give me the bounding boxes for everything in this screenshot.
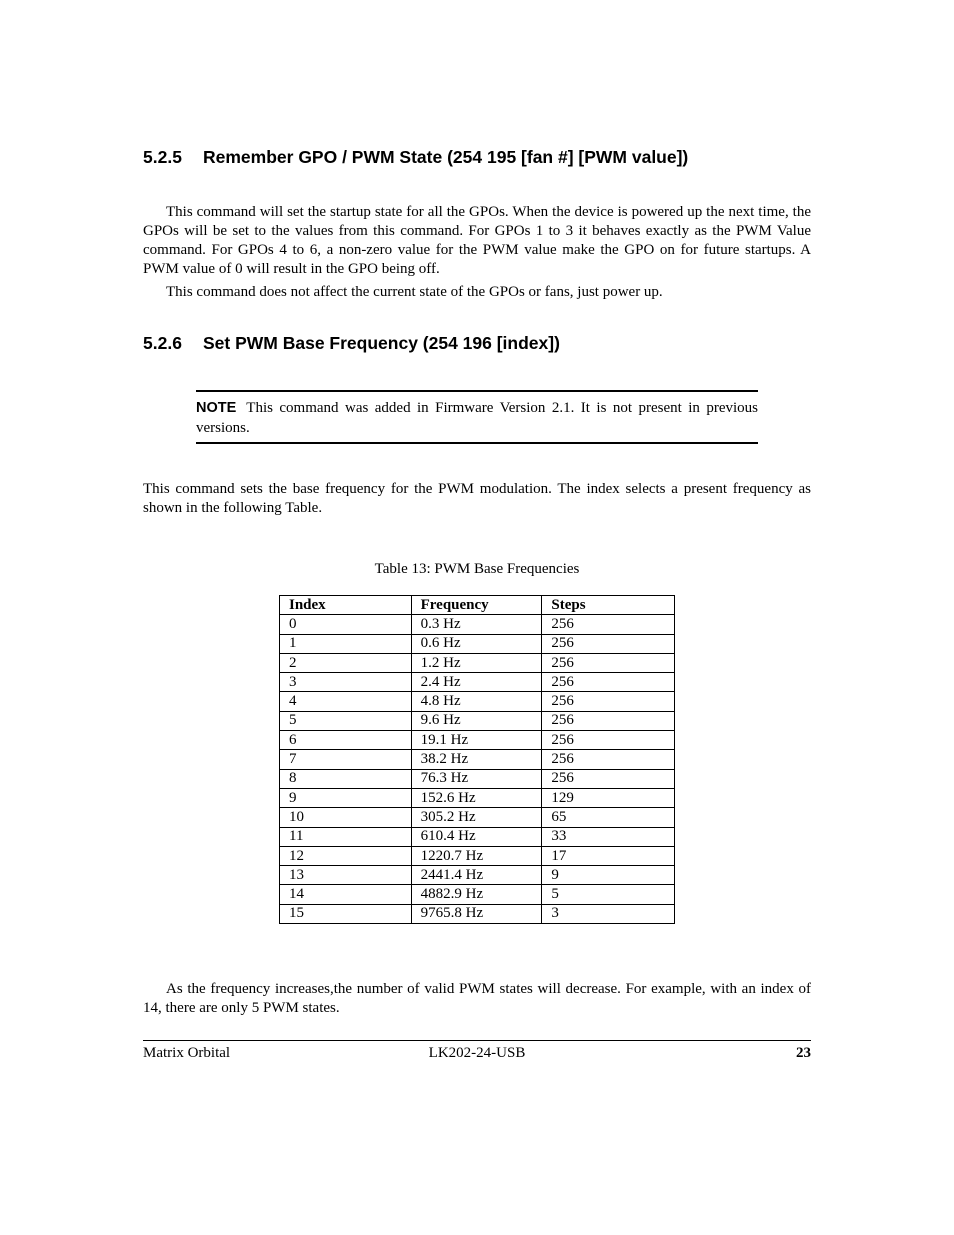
cell-frequency: 4.8 Hz bbox=[411, 692, 542, 711]
paragraph-closing: As the frequency increases,the number of valid PWM states will decrease. For example, with an index of 14, there are only 5 PWM states. bbox=[143, 981, 811, 1016]
cell-index: 13 bbox=[280, 866, 412, 885]
table-row bbox=[280, 692, 675, 711]
table-header-row bbox=[280, 596, 675, 615]
table-row bbox=[280, 731, 675, 750]
table-row bbox=[280, 615, 675, 634]
cell-frequency: 9.6 Hz bbox=[411, 711, 542, 730]
cell-steps: 256 bbox=[542, 750, 675, 769]
cell-frequency: 9765.8 Hz bbox=[411, 904, 542, 923]
cell-frequency: 305.2 Hz bbox=[411, 808, 542, 827]
table-row bbox=[280, 808, 675, 827]
cell-index: 1 bbox=[280, 634, 412, 653]
cell-steps: 256 bbox=[542, 653, 675, 672]
cell-steps: 65 bbox=[542, 808, 675, 827]
cell-frequency: 76.3 Hz bbox=[411, 769, 542, 788]
table-row bbox=[280, 711, 675, 730]
cell-index: 12 bbox=[280, 846, 412, 865]
table-row bbox=[280, 750, 675, 769]
cell-steps: 256 bbox=[542, 769, 675, 788]
table-caption: Table 13: PWM Base Frequencies bbox=[374, 561, 580, 577]
paragraph-startup-state: This command will set the startup state for all the GPOs. When the device is powered up the next time, the GPOs will be set to the values from this command. For GPOs 1 to 3 it behaves exactly as the PWM Value command. For GPOs 4 to 6, a non-zero value for the PWM value make the GPO on for future startups. A PWM value of 0 will result in the GPO being off. bbox=[143, 204, 811, 277]
cell-steps: 5 bbox=[542, 885, 675, 904]
section-number: 5.2.5 bbox=[143, 147, 182, 167]
cell-steps: 129 bbox=[542, 788, 675, 807]
cell-steps: 17 bbox=[542, 846, 675, 865]
cell-frequency: 0.6 Hz bbox=[411, 634, 542, 653]
cell-steps: 256 bbox=[542, 692, 675, 711]
cell-steps: 3 bbox=[542, 904, 675, 923]
page-number: 23 bbox=[796, 1045, 811, 1061]
paragraph-no-current-effect: This command does not affect the current state of the GPOs or fans, just power up. bbox=[166, 284, 663, 300]
table-row bbox=[280, 866, 675, 885]
cell-index: 8 bbox=[280, 769, 412, 788]
table-row bbox=[280, 827, 675, 846]
cell-index: 6 bbox=[280, 731, 412, 750]
note-text bbox=[196, 399, 758, 438]
table-row bbox=[280, 904, 675, 923]
cell-frequency: 1220.7 Hz bbox=[411, 846, 542, 865]
section-title: Remember GPO / PWM State (254 195 [fan #] [PWM value]) bbox=[203, 147, 689, 167]
note-label: NOTE bbox=[196, 400, 237, 416]
note-body: This command was added in Firmware Version 2.1. It is not present in previous versions. bbox=[196, 400, 758, 436]
table-row bbox=[280, 653, 675, 672]
cell-index: 11 bbox=[280, 827, 412, 846]
section-title: Set PWM Base Frequency (254 196 [index]) bbox=[203, 333, 560, 353]
cell-index: 3 bbox=[280, 673, 412, 692]
cell-frequency: 38.2 Hz bbox=[411, 750, 542, 769]
cell-frequency: 152.6 Hz bbox=[411, 788, 542, 807]
cell-frequency: 610.4 Hz bbox=[411, 827, 542, 846]
cell-frequency: 19.1 Hz bbox=[411, 731, 542, 750]
cell-steps: 256 bbox=[542, 634, 675, 653]
cell-index: 0 bbox=[280, 615, 412, 634]
footer-center: LK202-24-USB bbox=[428, 1045, 526, 1061]
column-header-index: Index bbox=[280, 596, 412, 615]
cell-frequency: 1.2 Hz bbox=[411, 653, 542, 672]
cell-frequency: 4882.9 Hz bbox=[411, 885, 542, 904]
cell-index: 14 bbox=[280, 885, 412, 904]
table-row bbox=[280, 769, 675, 788]
cell-steps: 256 bbox=[542, 673, 675, 692]
section-heading-remember-gpo bbox=[143, 147, 688, 168]
cell-frequency: 2.4 Hz bbox=[411, 673, 542, 692]
cell-index: 9 bbox=[280, 788, 412, 807]
footer-left: Matrix Orbital bbox=[143, 1045, 231, 1061]
pwm-frequency-table bbox=[279, 595, 675, 924]
cell-index: 7 bbox=[280, 750, 412, 769]
cell-steps: 256 bbox=[542, 731, 675, 750]
cell-frequency: 0.3 Hz bbox=[411, 615, 542, 634]
note-box bbox=[196, 390, 758, 444]
cell-frequency: 2441.4 Hz bbox=[411, 866, 542, 885]
cell-index: 10 bbox=[280, 808, 412, 827]
table-row bbox=[280, 846, 675, 865]
table-row bbox=[280, 634, 675, 653]
table-row bbox=[280, 885, 675, 904]
section-heading-pwm-base-frequency bbox=[143, 333, 560, 354]
cell-index: 2 bbox=[280, 653, 412, 672]
column-header-steps: Steps bbox=[542, 596, 675, 615]
section-number: 5.2.6 bbox=[143, 333, 182, 353]
column-header-frequency: Frequency bbox=[411, 596, 542, 615]
footer-rule bbox=[143, 1040, 811, 1041]
paragraph-base-frequency-intro: This command sets the base frequency for the PWM modulation. The index selects a present frequency as shown in the following Table. bbox=[143, 481, 811, 516]
cell-index: 4 bbox=[280, 692, 412, 711]
cell-index: 15 bbox=[280, 904, 412, 923]
table-row bbox=[280, 673, 675, 692]
cell-steps: 256 bbox=[542, 615, 675, 634]
cell-index: 5 bbox=[280, 711, 412, 730]
cell-steps: 256 bbox=[542, 711, 675, 730]
cell-steps: 33 bbox=[542, 827, 675, 846]
table-row bbox=[280, 788, 675, 807]
cell-steps: 9 bbox=[542, 866, 675, 885]
